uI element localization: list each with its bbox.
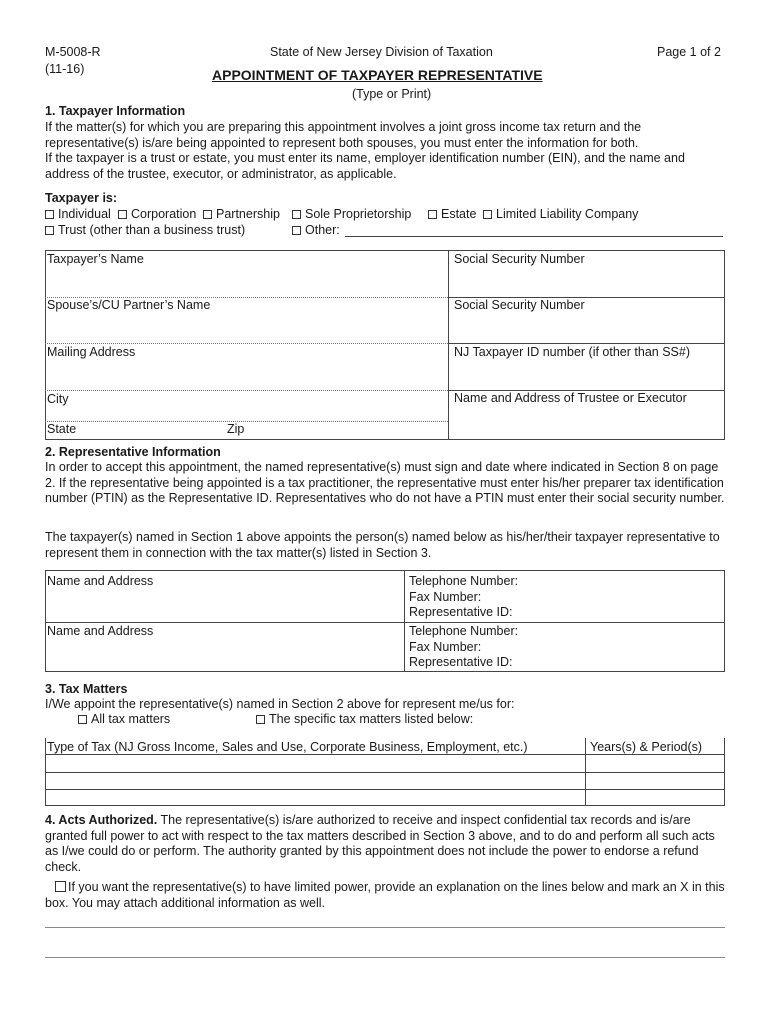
- option-trust[interactable]: Trust (other than a business trust): [45, 223, 245, 237]
- checkbox-icon: [45, 226, 54, 235]
- checkbox-icon: [118, 210, 127, 219]
- section3-heading: 3. Tax Matters: [45, 682, 128, 696]
- nj-taxpayer-id-field[interactable]: NJ Taxpayer ID number (if other than SS#): [454, 345, 690, 359]
- row-divider: [45, 421, 448, 422]
- option-specific-tax-matters[interactable]: The specific tax matters listed below:: [256, 712, 473, 726]
- checkbox-icon: [483, 210, 492, 219]
- option-other[interactable]: Other:: [292, 223, 340, 237]
- mailing-address-field[interactable]: Mailing Address: [47, 345, 136, 359]
- option-estate[interactable]: Estate: [428, 207, 476, 221]
- rep1-telephone-field[interactable]: Telephone Number:: [409, 574, 519, 588]
- row-divider: [45, 772, 725, 773]
- rep1-fax-field[interactable]: Fax Number:: [409, 590, 482, 604]
- checkbox-icon: [78, 715, 87, 724]
- state-field[interactable]: State: [47, 422, 77, 436]
- section2-para2: The taxpayer(s) named in Section 1 above appoints the person(s) named below as his/her/their taxpayer representative to represent them in connection with the tax matter(s) listed in Section 3.: [45, 530, 720, 560]
- checkbox-icon: [256, 715, 265, 724]
- city-field[interactable]: City: [47, 392, 69, 406]
- option-individual[interactable]: Individual: [45, 207, 111, 221]
- spouse-ssn-field[interactable]: Social Security Number: [454, 298, 585, 312]
- section2-heading: 2. Representative Information: [45, 445, 221, 459]
- trustee-field[interactable]: Name and Address of Trustee or Executor: [454, 391, 687, 405]
- checkbox-icon: [292, 210, 301, 219]
- checkbox-icon: [428, 210, 437, 219]
- rep2-telephone-field[interactable]: Telephone Number:: [409, 624, 519, 638]
- checkbox-icon: [45, 210, 54, 219]
- other-input-line[interactable]: [345, 236, 723, 237]
- section1-para1: If the matter(s) for which you are preparing this appointment involves a joint gross income tax return and the representative(s) is/are being appointed to represent both spouses, you must enter the information for both.: [45, 120, 642, 150]
- limited-power-option[interactable]: If you want the representative(s) to have limited power, provide an explanation on the lines below and mark an X in this box. You may attach additional information as well.: [45, 880, 725, 910]
- row-divider: [45, 390, 448, 391]
- section4-body: 4. Acts Authorized. The representative(s) is/are authorized to receive and inspect confidential tax records and is/are granted full power to act with respect to the tax matters described in Section 3 above, and to do and perform all such acts as I/we could do or perform. The authority granted by this appointment does not include the power to endorse a refund check.: [45, 813, 715, 874]
- section2-para1: In order to accept this appointment, the named representative(s) must sign and date where indicated in Section 8 on page 2. If the representative being appointed is a tax practitioner, the representative must enter his/her preparer tax identification number (PTIN) as the Representative ID. Representatives who do not have a PTIN must enter their social security number.: [45, 460, 725, 506]
- section1-heading: 1. Taxpayer Information: [45, 104, 186, 118]
- section3-intro: I/We appoint the representative(s) named in Section 2 above for represent me/us for:: [45, 697, 515, 711]
- page-number: Page 1 of 2: [657, 45, 721, 59]
- form-subtitle: (Type or Print): [352, 87, 432, 101]
- option-sole-proprietorship[interactable]: Sole Proprietorship: [292, 207, 411, 221]
- option-corporation[interactable]: Corporation: [118, 207, 196, 221]
- spouse-name-field[interactable]: Spouse’s/CU Partner’s Name: [47, 298, 211, 312]
- rep1-id-field[interactable]: Representative ID:: [409, 605, 513, 619]
- form-number: M-5008-R: [45, 45, 101, 59]
- grid-divider: [404, 570, 405, 672]
- checkbox-icon: [55, 881, 66, 892]
- rep2-name-address-field[interactable]: Name and Address: [47, 624, 154, 638]
- explanation-line[interactable]: [45, 957, 725, 958]
- option-all-tax-matters[interactable]: All tax matters: [78, 712, 170, 726]
- option-llc[interactable]: Limited Liability Company: [483, 207, 638, 221]
- row-divider: [45, 343, 448, 344]
- zip-field[interactable]: Zip: [227, 422, 245, 436]
- row-divider: [45, 622, 725, 623]
- rep1-name-address-field[interactable]: Name and Address: [47, 574, 154, 588]
- form-revision: (11-16): [45, 62, 85, 76]
- taxpayer-is-label: Taxpayer is:: [45, 191, 118, 205]
- agency-name: State of New Jersey Division of Taxation: [270, 45, 493, 59]
- grid-divider: [448, 250, 449, 440]
- row-divider: [448, 343, 725, 344]
- section1-para2: If the taxpayer is a trust or estate, you must enter its name, employer identification number (EIN), and the name and address of the trustee, executor, or administrator, as applicable.: [45, 151, 685, 181]
- checkbox-icon: [292, 226, 301, 235]
- checkbox-icon: [203, 210, 212, 219]
- rep2-id-field[interactable]: Representative ID:: [409, 655, 513, 669]
- years-periods-column-header: Years(s) & Period(s): [590, 740, 703, 754]
- row-divider: [45, 789, 725, 790]
- tax-type-column-header: Type of Tax (NJ Gross Income, Sales and Use, Corporate Business, Employment, etc.): [47, 740, 528, 754]
- taxpayer-name-field[interactable]: Taxpayer’s Name: [47, 252, 144, 266]
- rep2-fax-field[interactable]: Fax Number:: [409, 640, 482, 654]
- form-title: APPOINTMENT OF TAXPAYER REPRESENTATIVE: [212, 67, 543, 83]
- explanation-line[interactable]: [45, 927, 725, 928]
- option-partnership[interactable]: Partnership: [203, 207, 280, 221]
- header-underline: [45, 754, 725, 755]
- section4-heading: 4. Acts Authorized.: [45, 813, 158, 827]
- ssn-field[interactable]: Social Security Number: [454, 252, 585, 266]
